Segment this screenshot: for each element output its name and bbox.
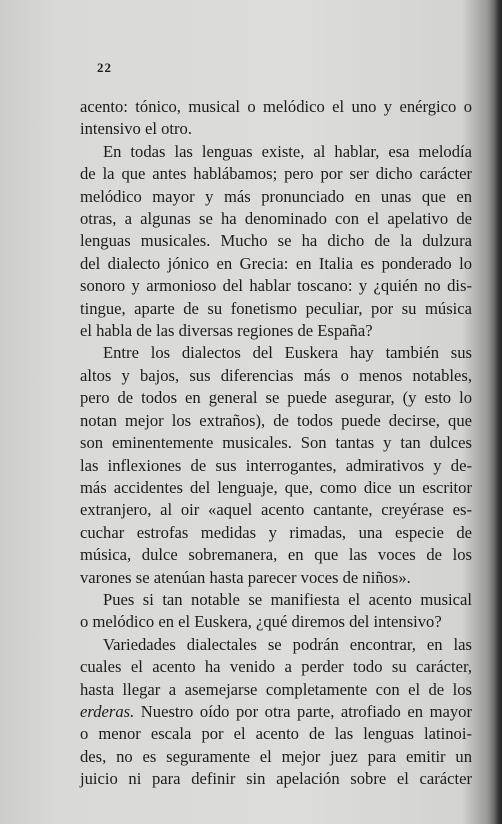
- text-line: lenguas musicales. Mucho se ha dicho de la dulzura: [80, 231, 472, 251]
- text-line: más accidentes del lenguaje, que, como dice un escritor: [80, 477, 472, 497]
- text-line: o melódico en el Euskera, ¿qué diremos del intensivo?: [80, 612, 442, 632]
- text-line: sonoro y armonioso del hablar toscano: y ¿quién no dis-: [80, 276, 472, 296]
- text-line: las inflexiones de sus interrogantes, admirativos y de-: [80, 455, 472, 475]
- text-line: notan mejor los extraños), de todos puede decirse, que: [80, 410, 472, 430]
- text-line: de la que antes hablábamos; pero por ser dicho carácter: [80, 164, 472, 184]
- text-line: o menor escala por el acento de las lenguas latinoi-: [80, 724, 472, 744]
- page-number: 22: [97, 60, 112, 75]
- text-line: música, dulce sobremanera, en que las voces de los: [80, 545, 472, 565]
- text-line: erderas. Nuestro oído por otra parte, atrofiado en mayor: [80, 701, 472, 721]
- page-edge-shadow: [494, 0, 502, 824]
- text-line: En todas las lenguas existe, al hablar, esa melodía: [103, 141, 472, 161]
- text-line: del dialecto jónico en Grecia: en Italia es ponderado lo: [80, 253, 472, 273]
- text-line: el habla de las diversas regiones de España?: [80, 321, 373, 341]
- text-line: otras, a algunas se ha denominado con el apelativo de: [80, 209, 472, 229]
- text-line: Entre los dialectos del Euskera hay también sus: [103, 343, 472, 363]
- text-line: extranjero, al oir «aquel acento cantante, creyérase es-: [80, 500, 472, 520]
- text-line: varones se atenúan hasta parecer voces de niños».: [80, 567, 411, 587]
- text-line: cuales el acento ha venido a perder todo su carácter,: [80, 657, 472, 677]
- text-line: melódico mayor y más pronunciado en unas que en: [80, 186, 472, 206]
- text-line: altos y bajos, sus diferencias más o menos notables,: [80, 365, 472, 385]
- text-line: Variedades dialectales se podrán encontrar, en las: [103, 634, 472, 654]
- text-line: intensivo el otro.: [80, 119, 192, 139]
- text-line: des, no es seguramente el mejor juez para emitir un: [80, 746, 472, 766]
- text-line: acento: tónico, musical o melódico el uno y enérgico o: [80, 97, 472, 116]
- text-line: cuchar estrofas medidas y rimadas, una especie de: [80, 522, 472, 542]
- text-line: juicio ni para definir sin apelación sobre el carácter: [80, 769, 472, 789]
- text-line: pero de todos en general se puede asegurar, (y esto lo: [80, 388, 472, 408]
- text-line: hasta llegar a asemejarse completamente con el de los: [80, 679, 472, 699]
- text-line: son eminentemente musicales. Son tantas y tan dulces: [80, 433, 472, 453]
- text-line: Pues si tan notable se manifiesta el acento musical: [103, 589, 472, 609]
- text-line: tingue, aparte de su fonetismo peculiar, por su música: [80, 298, 472, 318]
- body-text: [80, 96, 472, 791]
